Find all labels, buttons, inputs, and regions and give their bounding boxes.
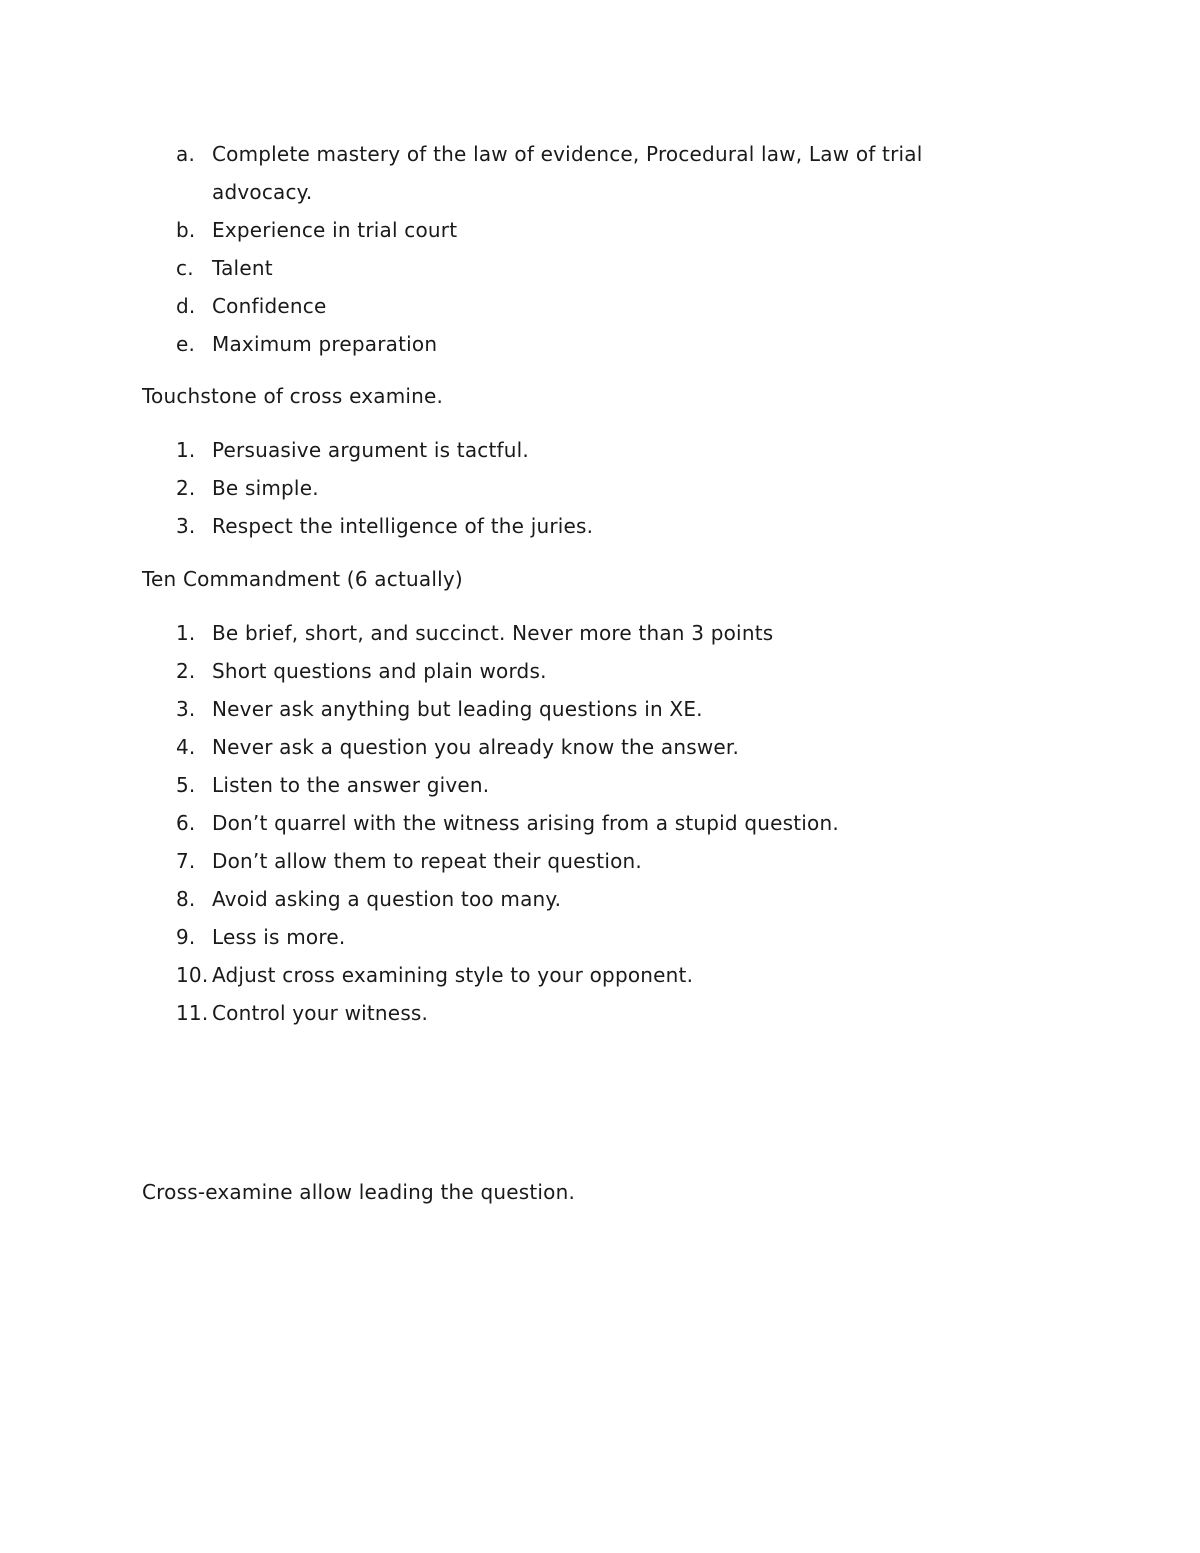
list-marker: b.: [176, 218, 196, 242]
list-item-text: Experience in trial court: [212, 218, 458, 242]
list-item: [0, 766, 1200, 804]
list-marker: 9.: [176, 925, 196, 949]
list-marker: 3.: [176, 514, 196, 538]
list-marker: 1.: [176, 438, 196, 462]
list-item-text: Less is more.: [212, 925, 346, 949]
list-marker: e.: [176, 332, 196, 356]
list-item-text: Be brief, short, and succinct. Never more than 3 points: [212, 621, 774, 645]
list-item: [0, 842, 1200, 880]
list-item: [0, 135, 1200, 211]
list-item: [0, 287, 1200, 325]
list-item: [0, 507, 1200, 545]
list-item-text: Maximum preparation: [212, 332, 438, 356]
list-marker: 11.: [176, 1001, 209, 1025]
list-item: [0, 325, 1200, 363]
list-marker: 2.: [176, 476, 196, 500]
list-item: [0, 614, 1200, 652]
list-item-text: Control your witness.: [212, 1001, 429, 1025]
list-item-text: Short questions and plain words.: [212, 659, 547, 683]
list-item: [0, 880, 1200, 918]
list-marker: 8.: [176, 887, 196, 911]
list-item-text: Listen to the answer given.: [212, 773, 490, 797]
list-item-text: Never ask a question you already know the answer.: [212, 735, 740, 759]
list-item: [0, 918, 1200, 956]
commandments-list: [0, 614, 1200, 1032]
list-item: [0, 652, 1200, 690]
list-item: [0, 431, 1200, 469]
list-item: [0, 249, 1200, 287]
list-item: [0, 469, 1200, 507]
list-marker: 4.: [176, 735, 196, 759]
list-item: [0, 211, 1200, 249]
list-item-text: Be simple.: [212, 476, 319, 500]
list-item-text: Avoid asking a question too many.: [212, 887, 562, 911]
list-item-text: Complete mastery of the law of evidence, Procedural law, Law of trial advocacy.: [212, 142, 923, 204]
list-item: [0, 956, 1200, 994]
closing-note: Cross-examine allow leading the question.: [142, 1180, 576, 1204]
list-marker: c.: [176, 256, 194, 280]
list-item: [0, 690, 1200, 728]
list-item-text: Never ask anything but leading questions in XE.: [212, 697, 703, 721]
list-item-text: Talent: [212, 256, 273, 280]
list-marker: 3.: [176, 697, 196, 721]
section-heading-commandments: Ten Commandment (6 actually): [142, 567, 463, 591]
list-item-text: Confidence: [212, 294, 327, 318]
touchstone-list: [0, 431, 1200, 545]
list-item: [0, 804, 1200, 842]
list-marker: 5.: [176, 773, 196, 797]
list-marker: a.: [176, 142, 196, 166]
section-heading-touchstone: Touchstone of cross examine.: [142, 384, 444, 408]
list-marker: d.: [176, 294, 196, 318]
list-item: [0, 728, 1200, 766]
list-item-text: Don’t quarrel with the witness arising from a stupid question.: [212, 811, 839, 835]
list-item-text: Respect the intelligence of the juries.: [212, 514, 594, 538]
list-marker: 2.: [176, 659, 196, 683]
list-marker: 6.: [176, 811, 196, 835]
list-marker: 1.: [176, 621, 196, 645]
list-item: [0, 994, 1200, 1032]
qualities-list: [0, 135, 1200, 363]
list-item-text: Don’t allow them to repeat their question.: [212, 849, 642, 873]
list-marker: 7.: [176, 849, 196, 873]
list-marker: 10.: [176, 963, 209, 987]
list-item-text: Persuasive argument is tactful.: [212, 438, 529, 462]
list-item-text: Adjust cross examining style to your opponent.: [212, 963, 694, 987]
